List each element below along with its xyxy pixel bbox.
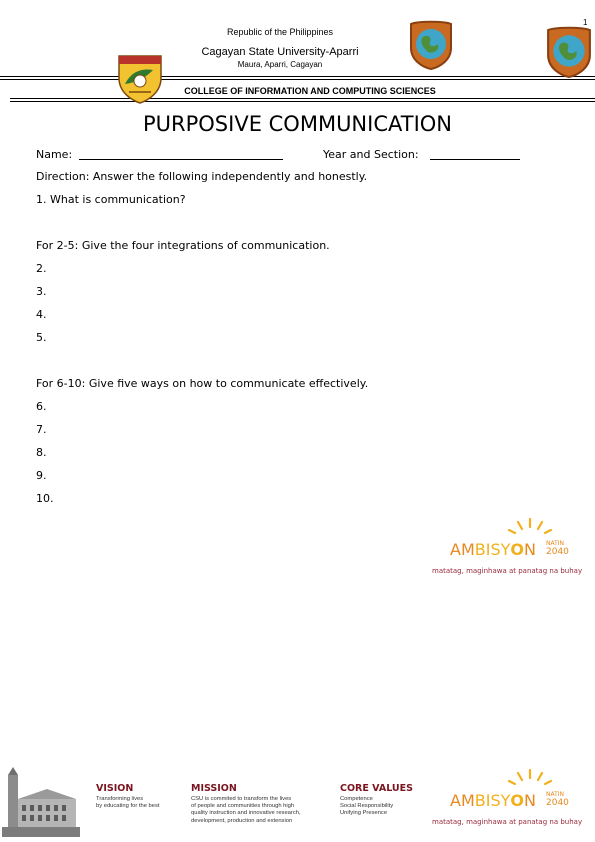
item-number: 6.	[36, 400, 47, 413]
item-number: 9.	[36, 469, 47, 482]
header-rule-bottom-2	[10, 101, 595, 102]
sun-rays-icon	[505, 768, 555, 790]
ccis-seal-icon	[545, 25, 593, 79]
college-name: COLLEGE OF INFORMATION AND COMPUTING SCIENCES	[184, 86, 436, 96]
ambisyon-natin: NATIN	[546, 540, 565, 547]
header-address: Maura, Aparri, Cagayan	[237, 60, 323, 69]
question-1: 1. What is communication?	[36, 193, 186, 206]
ambisyon-bisy: BISY	[474, 540, 511, 559]
header-rule-top-2	[0, 79, 595, 80]
item-number: 5.	[36, 331, 47, 344]
item-number: 8.	[36, 446, 47, 459]
mission-body: CSU is commited to transform the lives of people and communities through high quality instruction and innovative research, development, production and extension	[191, 796, 301, 824]
core-values-title: CORE VALUES	[340, 783, 413, 794]
section-6-10-instruction: For 6-10: Give five ways on how to communicate effectively.	[36, 377, 369, 390]
year-section-field[interactable]	[430, 159, 520, 160]
header-rule-top-1	[0, 76, 595, 77]
ambisyon-natin: NATIN	[546, 791, 565, 798]
item-number: 3.	[36, 285, 47, 298]
header-country: Republic of the Philippines	[226, 27, 334, 37]
vision-body: Transforming lives by educating for the best	[96, 796, 160, 810]
header-rule-bottom-1	[10, 98, 595, 99]
header-university: Cagayan State University-Aparri	[201, 46, 359, 58]
item-number: 7.	[36, 423, 47, 436]
ambisyon-am: AM	[450, 540, 475, 559]
mission-title: MISSION	[191, 783, 237, 794]
ambisyon-logo	[430, 517, 595, 582]
ambisyon-logo-footer	[430, 768, 595, 833]
page-number: 1	[583, 18, 588, 27]
item-number: 2.	[36, 262, 47, 275]
name-field[interactable]	[79, 159, 283, 160]
campus-building-image	[2, 765, 80, 837]
ambisyon-o: O	[510, 791, 524, 810]
csu-seal-icon	[117, 54, 163, 104]
item-number: 4.	[36, 308, 47, 321]
ambisyon-tagline: matatag, maginhawa at panatag na buhay	[432, 567, 583, 575]
sun-rays-icon	[505, 517, 555, 539]
name-label: Name:	[36, 148, 73, 161]
section-2-5-instruction: For 2-5: Give the four integrations of communication.	[36, 239, 330, 252]
ambisyon-bisy: BISY	[474, 791, 511, 810]
ambisyon-year: 2040	[546, 798, 569, 808]
college-seal-icon	[408, 20, 454, 70]
ambisyon-tagline: matatag, maginhawa at panatag na buhay	[432, 818, 583, 826]
page-title: PURPOSIVE COMMUNICATION	[142, 112, 452, 136]
ambisyon-n: N	[523, 540, 536, 559]
core-values-body: Competence Social Responsibility Unifying Presence	[340, 796, 394, 817]
ambisyon-am: AM	[450, 791, 475, 810]
item-number: 10.	[36, 492, 54, 505]
ambisyon-n: N	[523, 791, 536, 810]
ambisyon-year: 2040	[546, 547, 569, 557]
ambisyon-o: O	[510, 540, 524, 559]
year-section-label: Year and Section:	[323, 148, 419, 161]
direction-text: Direction: Answer the following independently and honestly.	[36, 170, 368, 183]
vision-title: VISION	[96, 783, 134, 794]
